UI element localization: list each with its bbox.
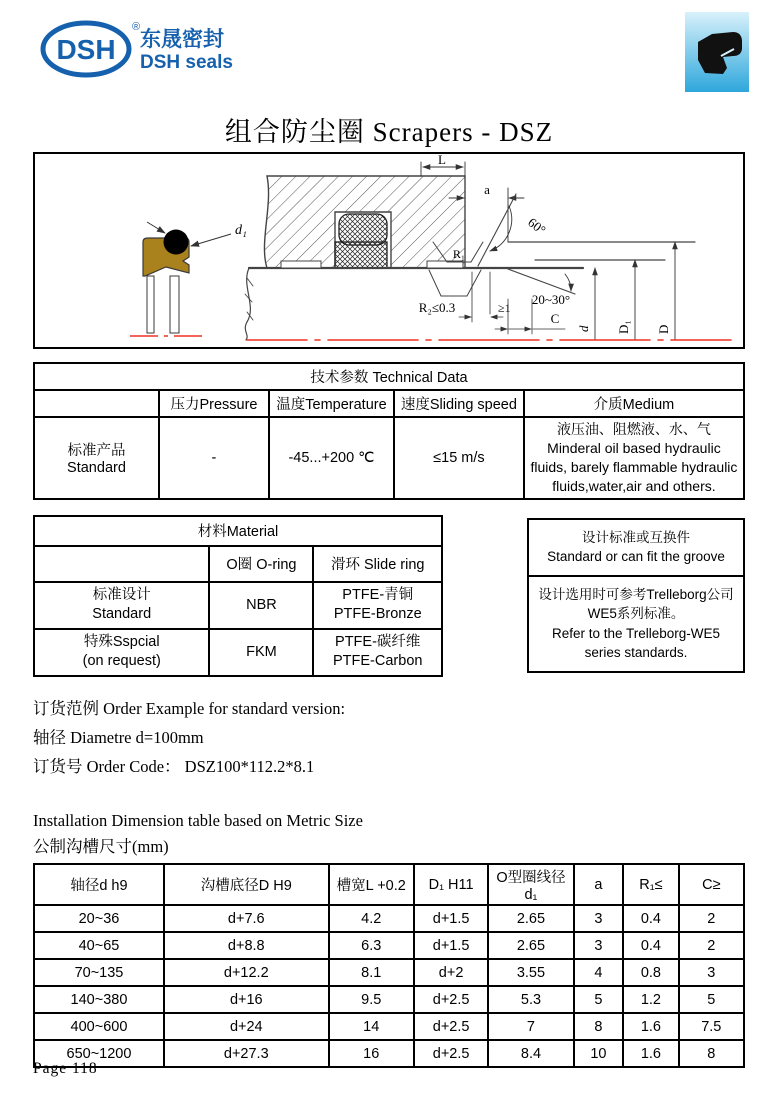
note-line: 设计标准或互换件 bbox=[582, 529, 690, 545]
logo-name-cn: 东晟密封 bbox=[140, 28, 224, 51]
dim-cell: 10 bbox=[574, 1040, 624, 1067]
material-label-cn: 标准设计 bbox=[92, 587, 151, 604]
page-title: 组合防尘圈 Scrapers - DSZ bbox=[224, 117, 554, 147]
dim-cell: 650~1200 bbox=[34, 1040, 164, 1067]
dsh-logo bbox=[40, 16, 240, 87]
dimension-table-header bbox=[34, 864, 744, 905]
dimension-table bbox=[33, 863, 745, 1068]
order-line-2: 轴径 Diametre d=100mm bbox=[33, 727, 204, 747]
material-slide-en: PTFE-Carbon bbox=[333, 653, 423, 670]
dim-cell: 40~65 bbox=[34, 932, 164, 959]
tech-col-temperature: 温度Temperature bbox=[269, 390, 394, 417]
dim-cell: 3 bbox=[574, 905, 624, 932]
dim-cell: 0.8 bbox=[623, 959, 678, 986]
label-min1: ≥1 bbox=[498, 301, 511, 315]
tech-col-speed: 速度Sliding speed bbox=[394, 390, 524, 417]
tech-col-blank bbox=[34, 390, 159, 417]
dim-cell: 2 bbox=[679, 905, 744, 932]
dim-cell: 8 bbox=[574, 1013, 624, 1040]
dim-cell: 7.5 bbox=[679, 1013, 744, 1040]
tech-pressure-value: - bbox=[159, 417, 269, 499]
material-label-en: (on request) bbox=[82, 653, 161, 670]
material-row-label bbox=[34, 629, 209, 676]
note-line: series standards. bbox=[584, 645, 688, 661]
page-header bbox=[33, 0, 745, 108]
material-slide-en: PTFE-Bronze bbox=[333, 606, 422, 623]
tech-col-pressure: 压力Pressure bbox=[159, 390, 269, 417]
tech-table-title: 技术参数 Technical Data bbox=[34, 363, 744, 390]
install-title-cn: 公制沟槽尺寸(mm) bbox=[33, 837, 169, 857]
design-notes bbox=[527, 518, 745, 673]
dim-cell: 14 bbox=[329, 1013, 414, 1040]
dim-cell: 8.1 bbox=[329, 959, 414, 986]
dim-cell: 6.3 bbox=[329, 932, 414, 959]
dim-cell: 16 bbox=[329, 1040, 414, 1067]
dim-cell: 8 bbox=[679, 1040, 744, 1067]
tech-col-medium: 介质Medium bbox=[524, 390, 744, 417]
dim-cell: d+1.5 bbox=[414, 905, 489, 932]
registered-mark: ® bbox=[132, 21, 141, 33]
dim-cell: 3 bbox=[679, 959, 744, 986]
material-label-en: Standard bbox=[92, 606, 152, 623]
dim-cell: 7 bbox=[488, 1013, 573, 1040]
medium-en: Minderal oil based hydraulic fluids, barely flammable hydraulic fluids,water,air and others. bbox=[530, 439, 738, 494]
dim-cell: d+2.5 bbox=[414, 1013, 489, 1040]
tech-medium-value bbox=[524, 417, 744, 499]
dim-cell: d+2.5 bbox=[414, 986, 489, 1013]
dim-col-shaft: 轴径d h9 bbox=[34, 864, 164, 905]
dim-table-body bbox=[34, 905, 744, 1067]
dim-cell: 140~380 bbox=[34, 986, 164, 1013]
dim-cell: 4 bbox=[574, 959, 624, 986]
material-table bbox=[33, 515, 443, 677]
dim-cell: 3 bbox=[574, 932, 624, 959]
dim-col-r1: R₁≤ bbox=[623, 864, 678, 905]
dsh-logo-icon bbox=[40, 16, 240, 82]
dim-cell: 2.65 bbox=[488, 905, 573, 932]
label-R1: R₁ bbox=[452, 247, 466, 261]
table-row bbox=[34, 986, 744, 1013]
tech-speed-value: ≤15 m/s bbox=[394, 417, 524, 499]
dim-cell: 400~600 bbox=[34, 1013, 164, 1040]
note-line: Standard or can fit the groove bbox=[547, 549, 725, 565]
seal-in-groove bbox=[339, 214, 387, 245]
note-line: 设计选用时可参考Trelleborg公司 bbox=[538, 586, 734, 602]
dim-cell: d+1.5 bbox=[414, 932, 489, 959]
material-oring-value: FKM bbox=[209, 629, 313, 676]
dim-cell: 5 bbox=[574, 986, 624, 1013]
dim-cell: 0.4 bbox=[623, 905, 678, 932]
material-col-slide: 滑环 Slide ring bbox=[313, 546, 442, 582]
material-row-label bbox=[34, 582, 209, 629]
table-row bbox=[34, 1013, 744, 1040]
tech-row-label: 标准产品Standard bbox=[34, 417, 159, 499]
medium-cn: 液压油、阻燃液、水、气 bbox=[556, 421, 711, 437]
label-D1: D₁ bbox=[616, 320, 631, 334]
dim-cell: 1.6 bbox=[623, 1040, 678, 1067]
dim-cell: d+8.8 bbox=[164, 932, 329, 959]
label-d1: d₁ bbox=[235, 223, 247, 238]
order-example bbox=[33, 694, 745, 782]
tech-temperature-value: -45...+200 ℃ bbox=[269, 417, 394, 499]
material-slide-value bbox=[313, 629, 442, 676]
label-a: a bbox=[484, 182, 490, 197]
install-title-en: Installation Dimension table based on Metric Size bbox=[33, 810, 363, 830]
label-L: L bbox=[438, 154, 446, 167]
dim-col-d1: D₁ H11 bbox=[414, 864, 489, 905]
dim-col-a: a bbox=[574, 864, 624, 905]
seal-cross-section bbox=[130, 222, 247, 336]
engineering-drawing bbox=[33, 152, 745, 349]
drawing-svg bbox=[35, 154, 743, 347]
dim-cell: d+2 bbox=[414, 959, 489, 986]
dim-cell: 20~36 bbox=[34, 905, 164, 932]
material-table-title: 材料Material bbox=[34, 516, 442, 546]
table-row bbox=[34, 905, 744, 932]
dim-col-c: C≥ bbox=[679, 864, 744, 905]
dim-cell: d+16 bbox=[164, 986, 329, 1013]
dim-cell: d+7.6 bbox=[164, 905, 329, 932]
order-line-3: 订货号 Order Code： DSZ100*112.2*8.1 bbox=[33, 757, 315, 777]
table-row bbox=[34, 417, 744, 499]
installation-drawing bbox=[245, 154, 731, 340]
page-number: Page 118 bbox=[33, 1060, 98, 1077]
dim-cell: 8.4 bbox=[488, 1040, 573, 1067]
dim-cell: 5 bbox=[679, 986, 744, 1013]
material-col-oring: O圈 O-ring bbox=[209, 546, 313, 582]
dim-col-groove-base: 沟槽底径D H9 bbox=[164, 864, 329, 905]
material-slide-cn: PTFE-青铜 bbox=[342, 587, 414, 604]
dim-col-groove-width: 槽宽L +0.2 bbox=[329, 864, 414, 905]
table-row bbox=[34, 582, 442, 629]
label-R2: R₂≤0.3 bbox=[418, 300, 456, 315]
label-D: D bbox=[656, 324, 671, 334]
material-slide-value bbox=[313, 582, 442, 629]
dim-cell: 4.2 bbox=[329, 905, 414, 932]
note-line: WE5系列标准。 bbox=[587, 606, 685, 622]
dim-cell: 9.5 bbox=[329, 986, 414, 1013]
technical-data-table bbox=[33, 362, 745, 500]
table-row bbox=[34, 959, 744, 986]
table-row bbox=[34, 932, 744, 959]
material-col-blank bbox=[34, 546, 209, 582]
note-line: Refer to the Trelleborg-WE5 bbox=[551, 625, 721, 641]
dim-cell: 0.4 bbox=[623, 932, 678, 959]
dim-cell: 70~135 bbox=[34, 959, 164, 986]
dim-col-oring-dia: O型圈线径d₁ bbox=[488, 864, 573, 905]
dim-cell: 1.2 bbox=[623, 986, 678, 1013]
dim-cell: d+24 bbox=[164, 1013, 329, 1040]
oring-section bbox=[164, 230, 189, 255]
dim-cell: 5.3 bbox=[488, 986, 573, 1013]
dim-cell: d+12.2 bbox=[164, 959, 329, 986]
logo-abbr: DSH bbox=[56, 34, 116, 65]
dim-cell: 1.6 bbox=[623, 1013, 678, 1040]
note-trelleborg bbox=[529, 575, 743, 671]
installation-section-title bbox=[33, 808, 745, 861]
dim-cell: 2.65 bbox=[488, 932, 573, 959]
dim-cell: 3.55 bbox=[488, 959, 573, 986]
label-chamfer: 20~30° bbox=[531, 292, 571, 307]
dim-cell: 2 bbox=[679, 932, 744, 959]
logo-name-en: DSH seals bbox=[140, 52, 233, 73]
order-line-1: 订货范例 Order Example for standard version: bbox=[33, 698, 346, 718]
seal-profile-icon bbox=[685, 12, 749, 97]
dim-cell: d+27.3 bbox=[164, 1040, 329, 1067]
label-C: C bbox=[550, 311, 560, 326]
note-standard bbox=[529, 520, 743, 575]
dim-cell: d+2.5 bbox=[414, 1040, 489, 1067]
material-label-cn: 特殊Sspcial bbox=[83, 634, 160, 651]
label-60deg: 60° bbox=[525, 214, 549, 238]
label-d: d bbox=[576, 325, 591, 332]
material-slide-cn: PTFE-碳纤维 bbox=[335, 634, 421, 651]
material-oring-value: NBR bbox=[209, 582, 313, 629]
table-row bbox=[34, 629, 442, 676]
table-row bbox=[34, 1040, 744, 1067]
